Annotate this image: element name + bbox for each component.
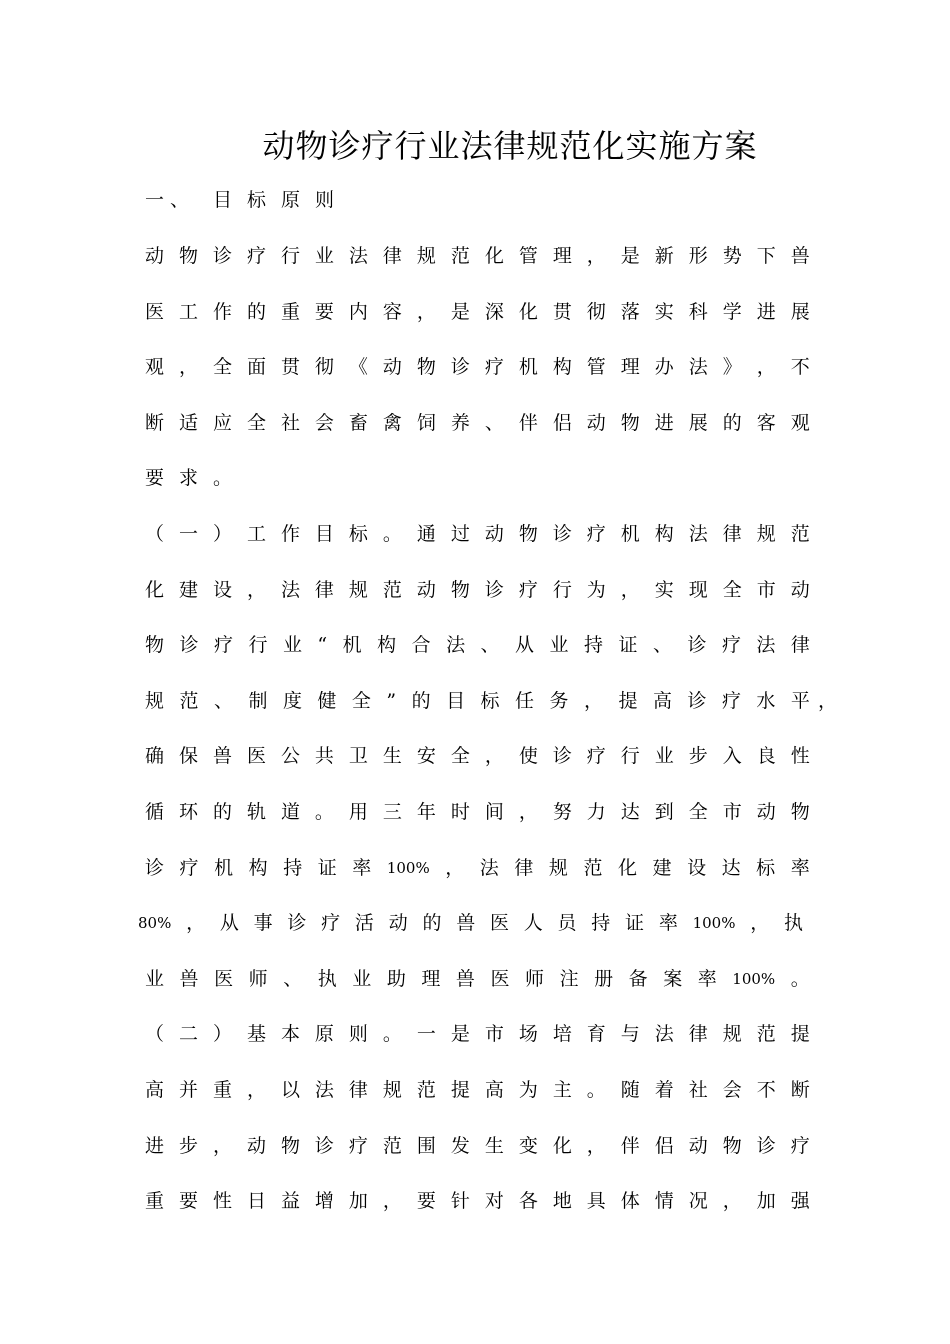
document-title: 动物诊疗行业法律规范化实施方案 [262,127,758,165]
section-number: 一、 [145,189,196,211]
body-line: 医 工 作 的 重 要 内 容 ， 是 深 化 贯 彻 落 实 科 学 进 展 [145,300,810,323]
body-line: 要 求 。 [145,467,233,490]
body-line: 动 物 诊 疗 行 业 法 律 规 范 化 管 理 ， 是 新 形 势 下 兽 [145,245,810,267]
body-line: 确 保 兽 医 公 共 卫 生 安 全 ， 使 诊 疗 行 业 步 入 良 性 [145,745,810,768]
hanging-comma: ， [818,689,838,712]
body-line: 80% ， 从 事 诊 疗 活 动 的 兽 医 人 员 持 证 率 100% ， 执 [138,912,803,935]
body-line: 物 诊 疗 行 业 “ 机 构 合 法 、 从 业 持 证 、 诊 疗 法 律 [145,634,810,657]
body-line: 化 建 设 ， 法 律 规 范 动 物 诊 疗 行 为 ， 实 现 全 市 动 [145,578,810,601]
body-line: 诊 疗 机 构 持 证 率 100% ， 法 律 规 范 化 建 设 达 标 率 [145,856,810,879]
body-line: （ 一 ） 工 作 目 标 。 通 过 动 物 诊 疗 机 构 法 律 规 范 [145,523,810,545]
body-line: 重 要 性 日 益 增 加 ， 要 针 对 各 地 具 体 情 况 ， 加 强 [145,1190,810,1213]
body-line: 业 兽 医 师 、 执 业 助 理 兽 医 师 注 册 备 案 率 100% 。 [145,967,810,990]
body-line: 高 并 重 ， 以 法 律 规 范 提 高 为 主 。 随 着 社 会 不 断 [145,1079,810,1101]
body-line: 断 适 应 全 社 会 畜 禽 饲 养 、 伴 侣 动 物 进 展 的 客 观 [145,411,810,434]
body-line: 规 范 、 制 度 健 全 ” 的 目 标 任 务 ， 提 高 诊 疗 水 平 [145,689,810,712]
body-line: 观 ， 全 面 贯 彻 《 动 物 诊 疗 机 构 管 理 办 法 》 ， 不 [145,356,810,379]
section-heading [145,180,349,220]
body-line: 循 环 的 轨 道 。 用 三 年 时 间 ， 努 力 达 到 全 市 动 物 [145,801,810,823]
body-line: （ 二 ） 基 本 原 则 。 一 是 市 场 培 育 与 法 律 规 范 提 [145,1023,810,1046]
body-line: 进 步 ， 动 物 诊 疗 范 围 发 生 变 化 ， 伴 侣 动 物 诊 疗 [145,1134,810,1157]
section-heading-text: 目标原则 [213,189,350,211]
